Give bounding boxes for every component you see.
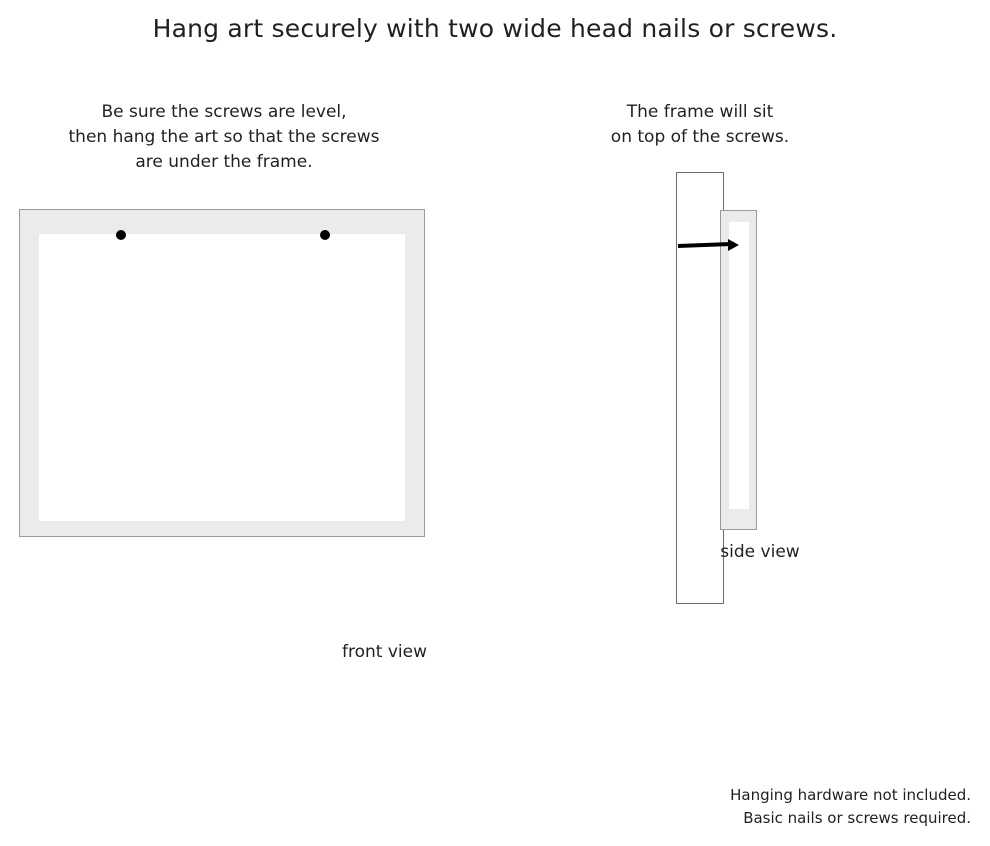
front-view-panel	[19, 100, 429, 662]
wall-strip	[676, 172, 724, 604]
screw-dot-right-icon	[320, 230, 330, 240]
screw-dot-left-icon	[116, 230, 126, 240]
side-view-label: side view	[720, 542, 800, 562]
front-view-caption	[19, 100, 429, 175]
frame-side-mat	[729, 222, 749, 509]
front-view-caption-line-3: are under the frame.	[135, 152, 313, 172]
footnote-line-1: Hanging hardware not included.	[730, 786, 971, 804]
frame-side-outer	[720, 210, 757, 530]
front-view-caption-line-1: Be sure the screws are level,	[101, 102, 347, 122]
frame-front-outer	[19, 209, 425, 537]
front-view-caption-line-2: then hang the art so that the screws	[68, 127, 380, 147]
side-view-caption-line-1: The frame will sit	[626, 102, 774, 122]
nail-head-icon	[728, 239, 739, 251]
footnote-line-2: Basic nails or screws required.	[743, 809, 971, 827]
page-title: Hang art securely with two wide head nails or screws.	[152, 14, 838, 43]
front-view-label: front view	[342, 642, 427, 662]
side-view-caption-line-2: on top of the screws.	[610, 127, 790, 147]
side-view-caption	[570, 100, 830, 150]
side-view-panel	[570, 100, 830, 562]
frame-front-mat	[39, 234, 405, 521]
footnote	[730, 784, 971, 830]
